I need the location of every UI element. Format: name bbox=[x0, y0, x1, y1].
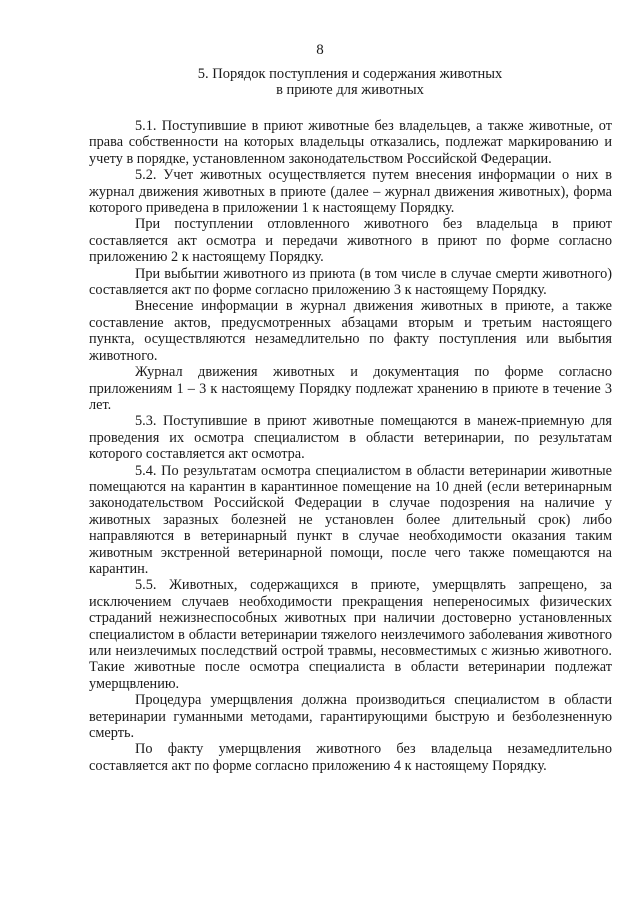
paragraph-record-retention: Журнал движения животных и документация по форме согласно приложениям 1 – 3 к настоящему Порядку подлежат хранению в приюте в течение 3 лет. bbox=[89, 364, 612, 413]
paragraph-intake-act: При поступлении отловленного животного без владельца в приют составляется акт осмотра и передачи животного в приют по форме согласно приложению 2 к настоящему Порядку. bbox=[89, 216, 612, 266]
paragraph-euthanasia-procedure: Процедура умерщвления должна производиться специалистом в области ветеринарии гуманными методами, гарантирующими быструю и безболезненную смерть. bbox=[89, 692, 612, 742]
paragraph-5-3: 5.3. Поступившие в приют животные помещаются в манеж-приемную для проведения их осмотра специалистом в области ветеринарии, по результатам которого составляется акт осмотра. bbox=[89, 413, 612, 463]
paragraph-departure-act: При выбытии животного из приюта (в том числе в случае смерти животного) составляется акт по форме согласно приложению 3 к настоящему Порядку. bbox=[89, 265, 612, 299]
section-title bbox=[90, 66, 610, 99]
paragraph-record-timing: Внесение информации в журнал движения животных в приюте, а также составление актов, предусмотренных абзацами вторым и третьим настоящего пункта, осуществляются незамедлительно по факту поступления или выбытия животного. bbox=[89, 298, 612, 364]
paragraph-5-4: 5.4. По результатам осмотра специалистом в области ветеринарии животные помещаются на карантин в карантинное помещение на 10 дней (если ветеринарным законодательством Российской Федерации в случае подозрения на наличие у животных заразных болезней не установлен более длительный срок) либо направляются в ветеринарный пункт в случае необходимости оказания таким животным экстренной ветеринарной помощи, после чего также помещаются на карантин. bbox=[89, 462, 612, 577]
page-number: 8 bbox=[316, 42, 324, 58]
section-title-line-2: в приюте для животных bbox=[276, 82, 424, 99]
paragraph-5-1: 5.1. Поступившие в приют животные без владельцев, а также животные, от права собственности на которых владельцы отказались, подлежат маркированию и учету в порядке, установленном законодательством Российской Федерации. bbox=[89, 118, 612, 167]
paragraph-euthanasia-act: По факту умерщвления животного без владельца незамедлительно составляется акт по форме согласно приложению 4 к настоящему Порядку. bbox=[89, 741, 612, 774]
paragraph-5-5: 5.5. Животных, содержащихся в приюте, умерщвлять запрещено, за исключением случаев необходимости прекращения непереносимых физических страданий нежизнеспособных животных при наличии достоверно установленных специалистом в области ветеринарии тяжелого неизлечимого заболевания животного или неизлечимых последствий острой травмы, несовместимых с жизнью животного. Такие животные после осмотра специалиста в области ветеринарии подлежат умерщвлению. bbox=[89, 577, 612, 692]
section-title-line-1: 5. Порядок поступления и содержания животных bbox=[197, 66, 503, 82]
paragraph-5-2: 5.2. Учет животных осуществляется путем внесения информации о них в журнал движения животных в приюте (далее – журнал движения животных), форма которого приведена в приложении 1 к настоящему Порядку. bbox=[89, 167, 612, 217]
document-body bbox=[89, 118, 612, 774]
